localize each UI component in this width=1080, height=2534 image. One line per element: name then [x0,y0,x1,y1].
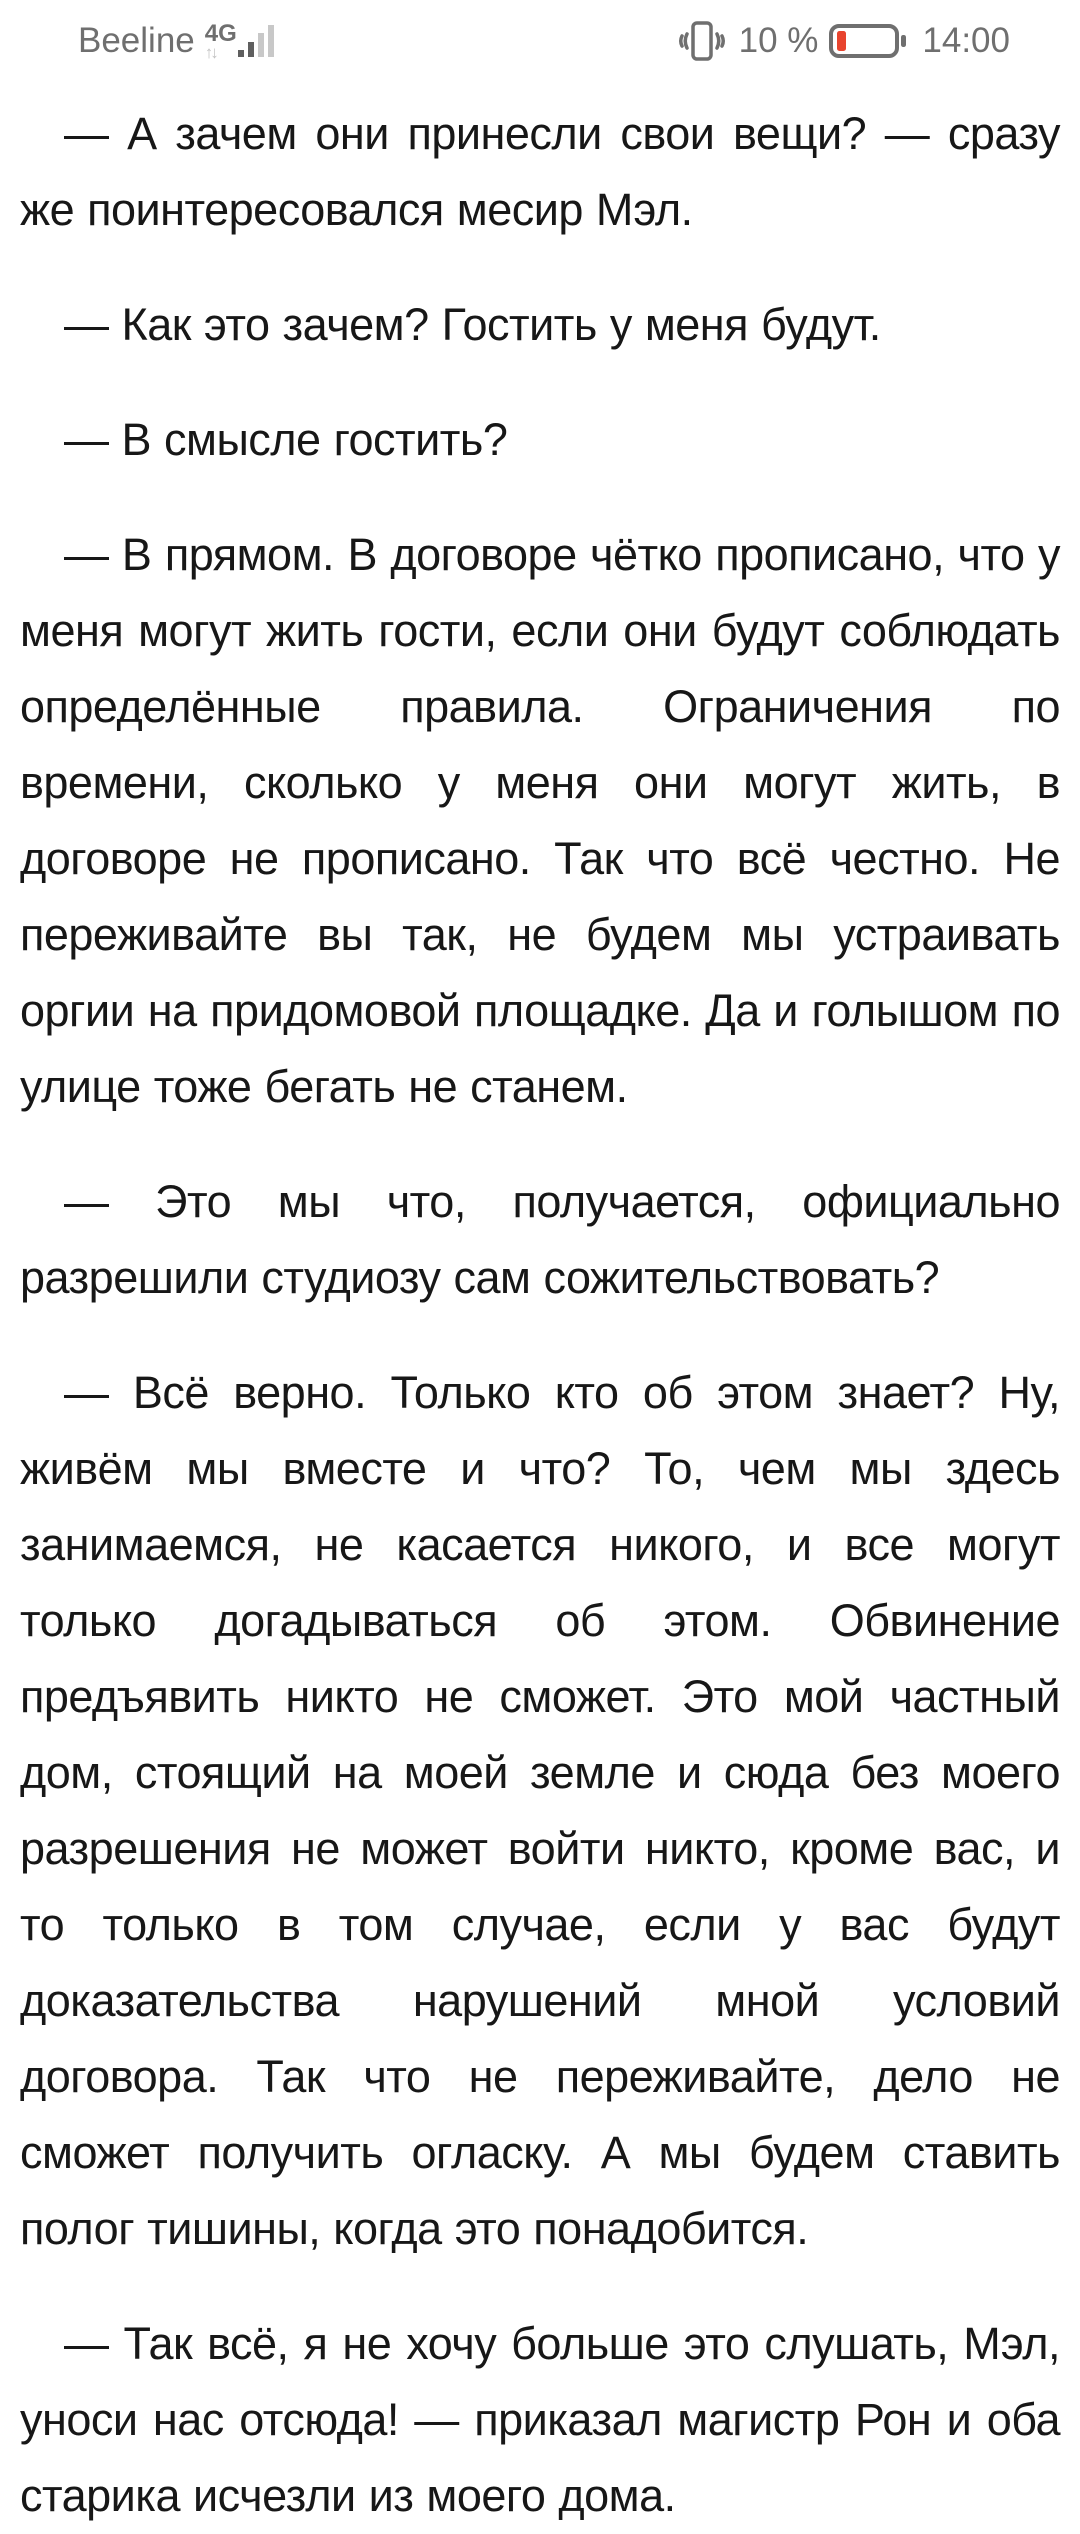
network-activity-arrows-icon: ↑↓ [204,42,216,62]
paragraph: — В прямом. В договоре чётко прописано, что у меня могут жить гости, если они будут соблюдать определённые правила. Ограничения по времени, сколько у меня они могут жить, в договоре не прописано. Так что всё честно. Не переживайте вы так, не будем мы устраивать оргии на придомовой площадке. Да и голышом по улице тоже бегать не станем. [20,529,1060,1112]
reader-page[interactable] [0,72,1080,2534]
paragraph: — Как это зачем? Гостить у меня будут. [64,299,881,350]
battery-low-icon [828,18,908,64]
vibrate-icon [679,17,725,65]
signal-bars-icon [237,22,279,60]
clock-label: 14:00 [922,21,1010,60]
status-bar-left [78,21,279,61]
status-bar-right [673,17,1010,65]
network-4g-label: 4G [204,19,237,47]
paragraph: — А зачем они принесли свои вещи? — сразу же поинтересовался месир Мэл. [20,108,1060,235]
network-type-indicator [204,19,237,62]
battery-percent-label: 10 % [738,21,819,60]
carrier-label: Beeline [78,21,195,60]
book-text [20,96,1060,2534]
paragraph: — Это мы что, получается, официально разрешили студиозу сам сожительствовать? [20,1176,1060,1303]
paragraph: — В смысле гостить? [64,414,508,465]
status-bar[interactable] [0,0,1080,72]
paragraph: — Так всё, я не хочу больше это слушать, Мэл, уноси нас отсюда! — приказал магистр Рон и оба старика исчезли из моего дома. [20,2318,1060,2521]
paragraph: — Всё верно. Только кто об этом знает? Ну, живём мы вместе и что? То, чем мы здесь занимаемся, не касается никого, и все могут только догадываться об этом. Обвинение предъявить никто не сможет. Это мой частный дом, стоящий на моей земле и сюда без моего разрешения не может войти никто, кроме вас, и то только в том случае, если у вас будут доказательства нарушений мной условий договора. Так что не переживайте, дело не сможет получить огласку. А мы будем ставить полог тишины, когда это понадобится. [20,1367,1060,2254]
